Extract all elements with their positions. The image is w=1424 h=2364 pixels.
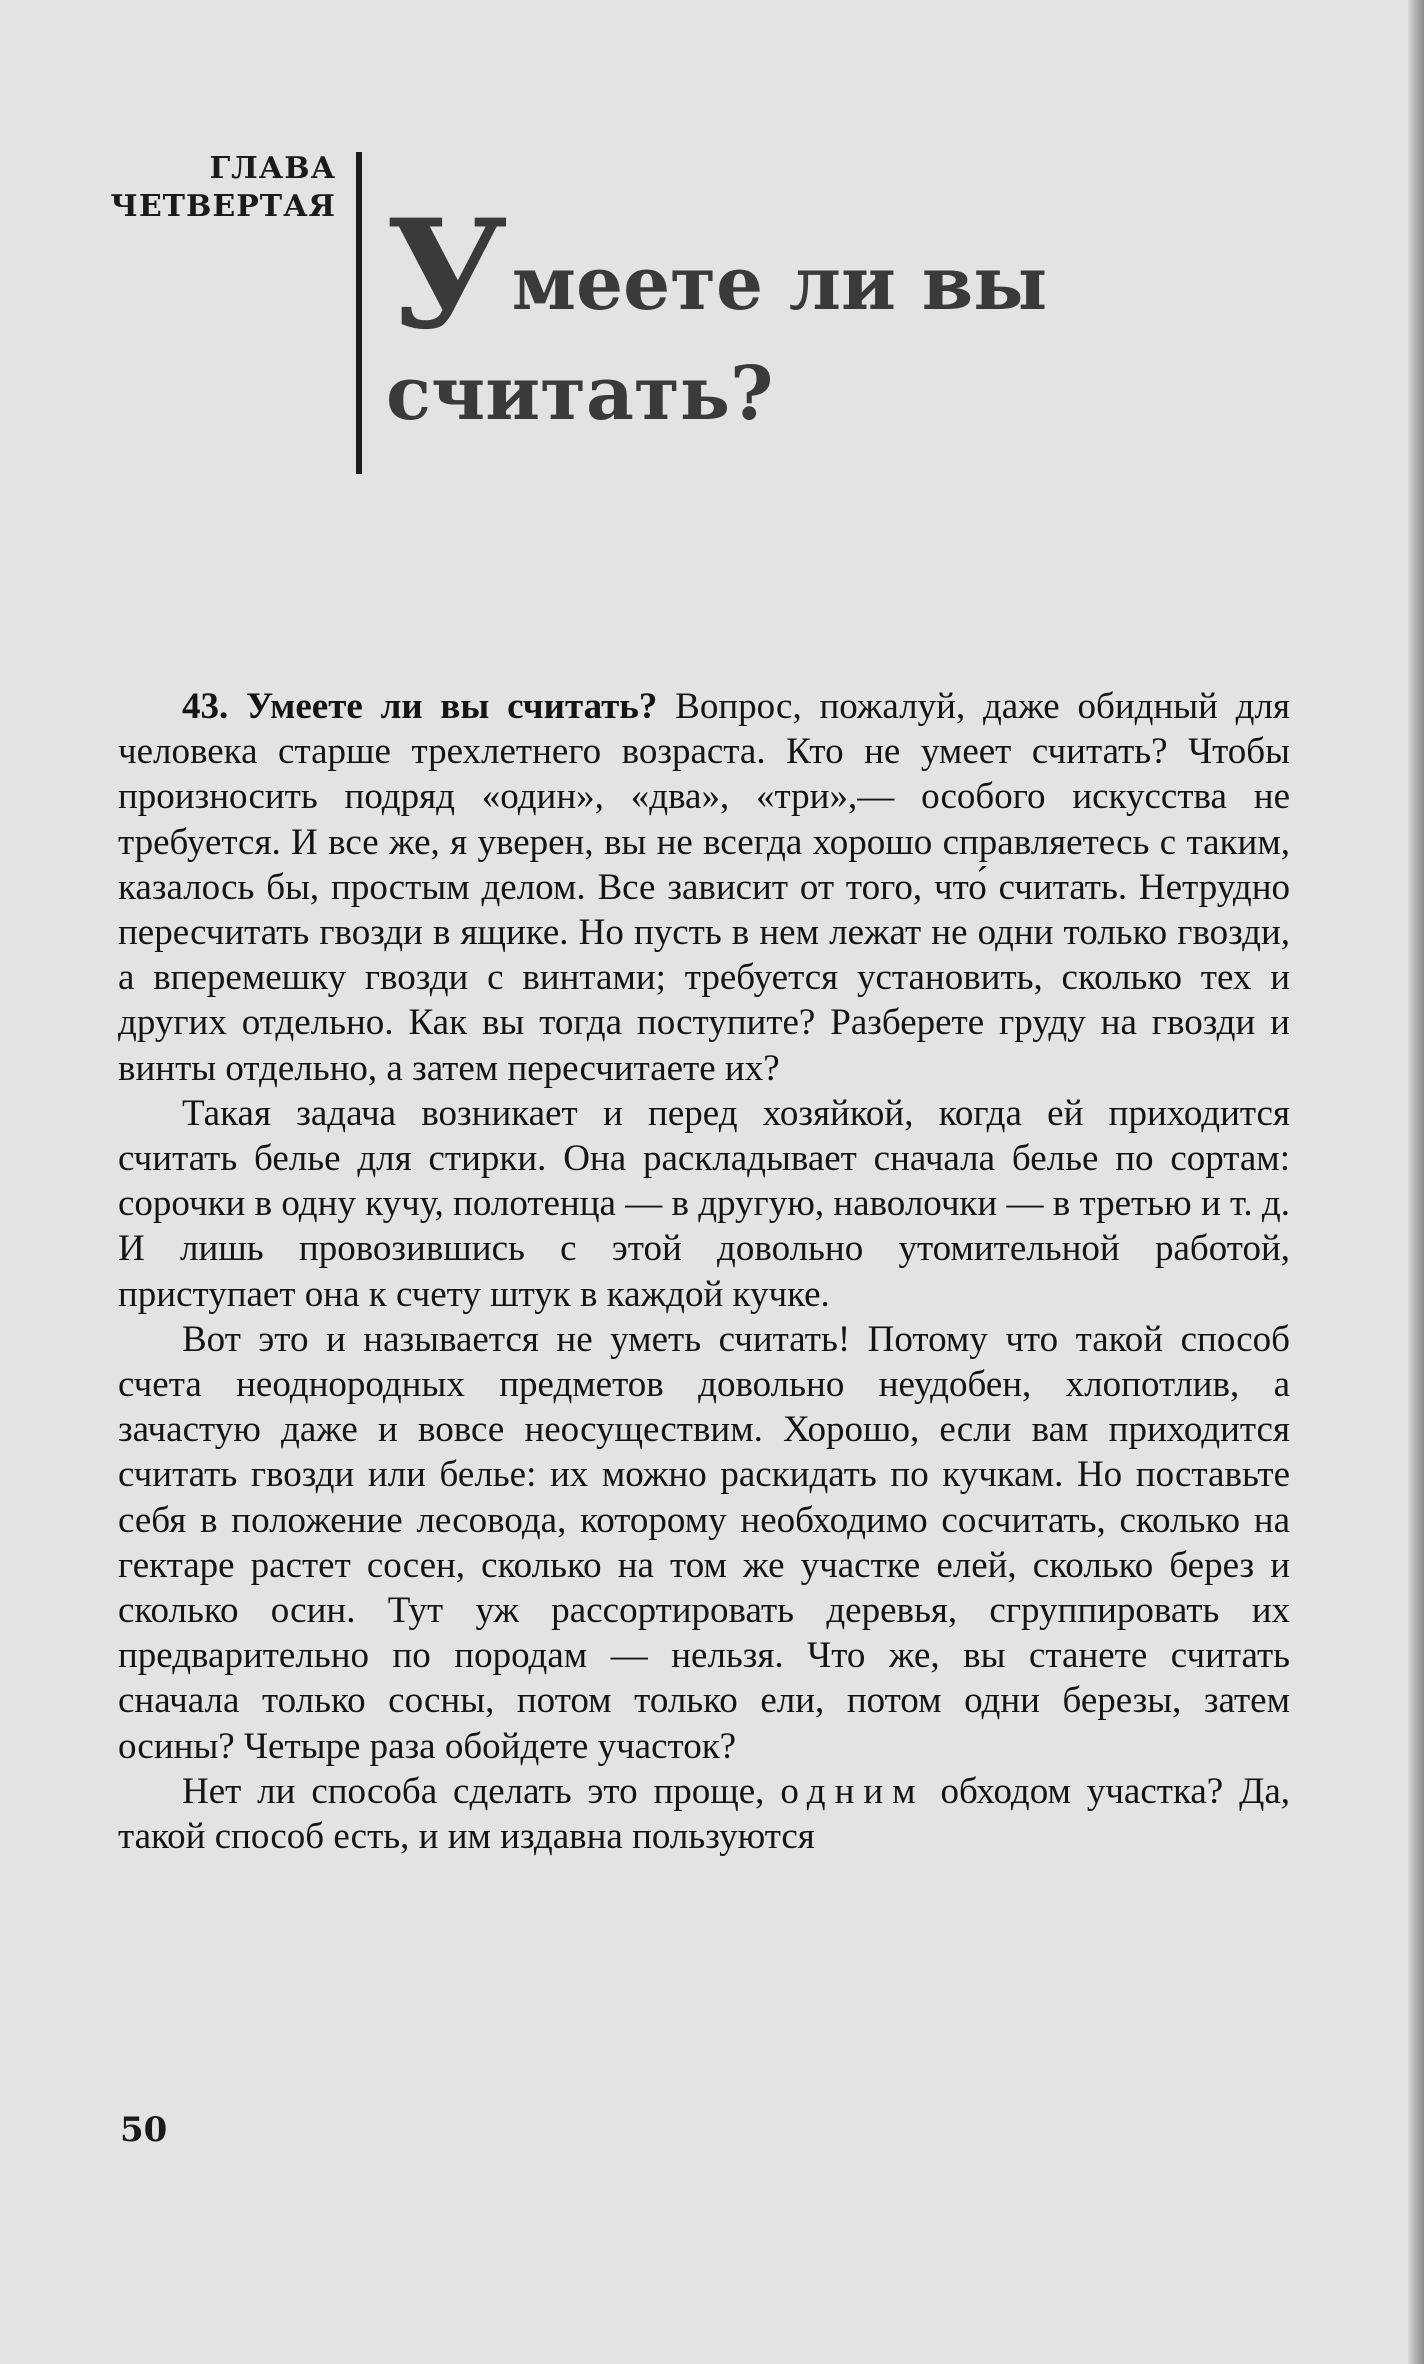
paragraph-4-emphasis: одним xyxy=(780,1770,925,1812)
paragraph-4-start: Нет ли способа сделать это проще, xyxy=(182,1770,781,1812)
body-text xyxy=(118,684,1290,1859)
chapter-label xyxy=(96,150,336,226)
chapter-title-line2: считать? xyxy=(386,351,774,437)
chapter-title-initial: У xyxy=(386,187,508,363)
chapter-label-word: ГЛАВА xyxy=(209,151,336,186)
section-lead: Умеете ли вы считать? xyxy=(246,686,658,727)
paragraph-1-text: Вопрос, пожалуй, даже обидный для человека старше трехлетнего возраста. Кто не умеет считать? Чтобы произносить подряд «один», «два», «три»,— особого искусства не требуется. И все же, я уверен, вы не всегда хорошо справляетесь с таким, казалось бы, простым делом. Все зависит от того, что́ считать. Нетрудно пересчитать гвозди в ящике. Но пусть в нем лежат не одни только гвозди, а вперемешку гвозди с винтами; требуется установить, сколько тех и других отдельно. Как вы тогда поступите? Разберете груду на гвозди и винты отдельно, а затем пересчитаете их? xyxy=(118,686,1290,1089)
chapter-title-line1-rest: меете ли вы xyxy=(511,241,1048,327)
chapter-vertical-rule xyxy=(356,152,362,474)
page-edge-shadow xyxy=(1408,0,1424,2364)
chapter-title-line1 xyxy=(386,187,1286,363)
chapter-label-ordinal: ЧЕТВЕРТАЯ xyxy=(110,189,336,224)
paragraph-4-end: обходом участка? Да, такой способ есть, и им издавна пользуются xyxy=(118,1770,1290,1858)
chapter-title xyxy=(386,187,1286,449)
section-number: 43. xyxy=(182,686,229,727)
paragraph-2: Такая задача возникает и перед хозяйкой, когда ей приходится считать белье для стирки. Она раскладывает сначала белье по сортам: сорочки в одну кучу, полотенца — в другую, наволочки — в третью и т. д. И лишь провозившись с этой довольно утомительной работой, приступает она к счету штук в каждой кучке. xyxy=(118,1092,1290,1315)
paragraph-1 xyxy=(118,684,1290,1091)
paragraph-3: Вот это и называется не уметь считать! Потому что такой способ счета неоднородных предметов довольно неудобен, хлопотлив, а зачастую даже и вовсе неосуществим. Хорошо, если вам приходится считать гвозди или белье: их можно раскидать по кучкам. Но поставьте себя в положение лесовода, которому необходимо сосчитать, сколько на гектаре растет сосен, сколько на том же участке елей, сколько берез и сколько осин. Тут уж рассортировать деревья, сгруппировать их предварительно по породам — нельзя. Что же, вы станете считать сначала только сосны, потом только ели, потом одни березы, затем осины? Четыре раза обойдете участок? xyxy=(118,1318,1290,1767)
paragraph-4 xyxy=(118,1769,1290,1859)
page-number: 50 xyxy=(120,2110,168,2150)
